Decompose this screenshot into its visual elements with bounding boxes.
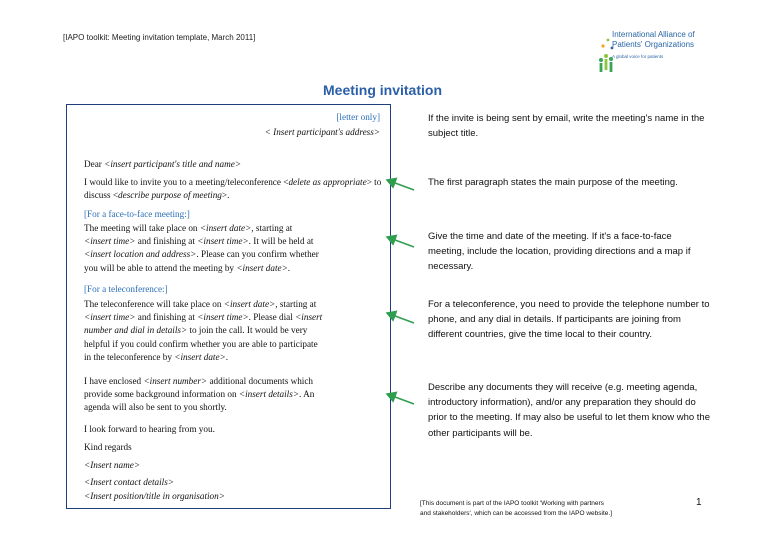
logo-line-2: Patients' Organizations xyxy=(612,40,695,49)
paragraph-teleconference: The teleconference will take place on <insert date>, starting at <insert time> and finishing at <insert time>. Please dial <insert number and dial in details> to join the call. It would be very helpful if you could confirm whether you are able to participate in the teleconference by <insert date>. xyxy=(84,299,323,362)
logo-org-name xyxy=(612,30,695,50)
face-to-face-label: [For a face-to-face meeting:] xyxy=(84,209,190,219)
footer-line-1: [This document is part of the IAPO toolkit 'Working with partners xyxy=(420,500,604,507)
footer-note xyxy=(420,499,612,519)
salutation: Dear <insert participant's title and name> xyxy=(84,159,242,169)
arrow-purpose xyxy=(387,180,414,190)
note-teleconference: For a teleconference, you need to provide the telephone number to phone, and any dial in details. If participants are joining from different countries, give the time local to their country. xyxy=(428,299,710,341)
letter-only-label: [letter only] xyxy=(336,112,380,122)
arrow-face-to-face xyxy=(387,237,414,247)
note-email-subject: If the invite is being sent by email, write the meeting's name in the subject title. xyxy=(428,113,705,140)
logo-line-1: International Alliance of xyxy=(612,30,695,39)
page-title: Meeting invitation xyxy=(323,82,442,98)
insert-position: <Insert position/title in organisation> xyxy=(84,491,225,501)
letter-template-box xyxy=(66,104,391,509)
note-documents: Describe any documents they will receive (e.g. meeting agenda, introductory information), and/or any preparation they should do prior to the meeting. If may also be useful to let them know who the other participants will be. xyxy=(428,382,710,439)
arrow-teleconference xyxy=(387,313,414,323)
arrow-documents xyxy=(387,394,414,404)
paragraph-documents: I have enclosed <insert number> additional documents which provide some background information on <insert details>. An agenda will also be sent to you shortly. xyxy=(84,376,315,413)
teleconference-label: [For a teleconference:] xyxy=(84,284,168,294)
page-number: 1 xyxy=(696,497,702,508)
closing-forward: I look forward to hearing from you. xyxy=(84,424,215,434)
insert-contact: <Insert contact details> xyxy=(84,477,174,487)
note-purpose: The first paragraph states the main purpose of the meeting. xyxy=(428,177,678,188)
insert-name: <Insert name> xyxy=(84,460,141,470)
paragraph-purpose: I would like to invite you to a meeting/teleconference <delete as appropriate> to discuss <describe purpose of meeting>. xyxy=(84,177,382,201)
toolkit-note: [IAPO toolkit: Meeting invitation template, March 2011] xyxy=(63,33,256,42)
logo-tagline: A global voice for patients xyxy=(612,54,664,59)
iapo-logo xyxy=(597,24,707,80)
note-time-location: Give the time and date of the meeting. If it's a face-to-face meeting, include the location, providing directions and a map if necessary. xyxy=(428,231,691,273)
closing-regards: Kind regards xyxy=(84,442,132,452)
paragraph-face-to-face: The meeting will take place on <insert date>, starting at <insert time> and finishing at <insert time>. It will be held at <insert location and address>. Please can you confirm whether you will be able to attend the meeting by <insert date>. xyxy=(84,223,319,273)
participant-address: < Insert participant's address> xyxy=(264,127,380,137)
footer-line-2: and stakeholders', which can be accessed from the IAPO website.] xyxy=(420,510,613,517)
